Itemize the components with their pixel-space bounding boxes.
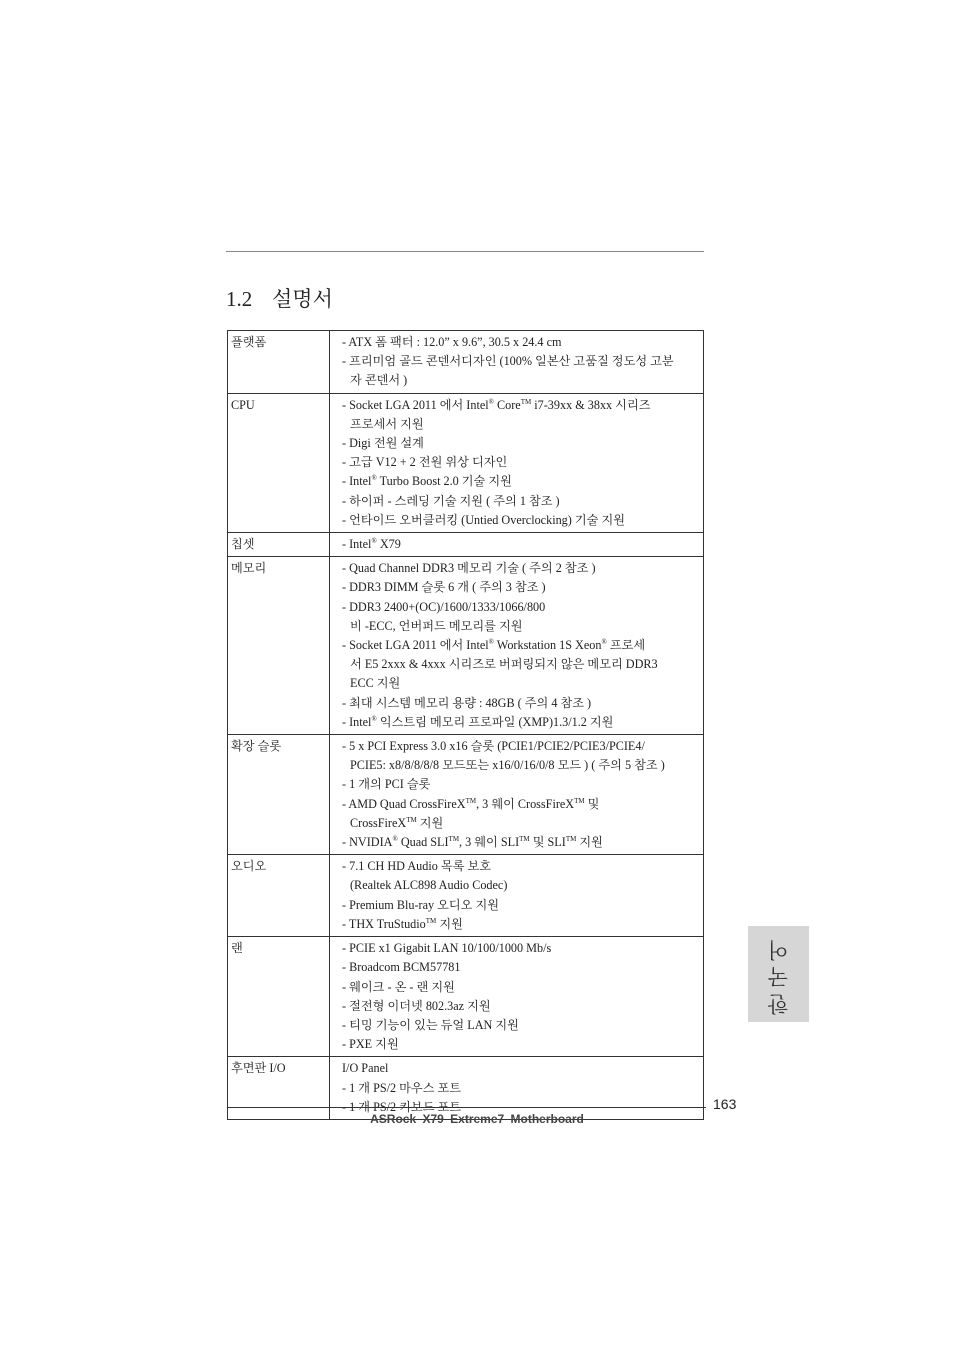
spec-line: - Intel® Turbo Boost 2.0 기술 지원	[342, 474, 512, 489]
spec-line: PCIE5: x8/8/8/8/8 모드또는 x16/0/16/0/8 모드 ) ( 주의 5 참조 )	[350, 758, 665, 773]
spec-line: (Realtek ALC898 Audio Codec)	[350, 878, 508, 893]
spec-row	[228, 557, 704, 735]
spec-content	[330, 1057, 704, 1120]
section-number: 1.2	[226, 287, 253, 311]
spec-label: 랜	[228, 937, 330, 1057]
spec-line: - PXE 지원	[342, 1037, 399, 1052]
spec-table-body	[228, 331, 704, 1120]
spec-line: - ATX 폼 팩터 : 12.0” x 9.6”, 30.5 x 24.4 cm	[342, 335, 562, 349]
spec-row	[228, 937, 704, 1057]
spec-label: 확장 슬롯	[228, 735, 330, 855]
spec-line: - Digi 전원 설계	[342, 436, 424, 451]
spec-line: - DDR3 DIMM 슬롯 6 개 ( 주의 3 참조 )	[342, 580, 546, 595]
spec-label: 메모리	[228, 557, 330, 735]
spec-line: - Socket LGA 2011 에서 Intel® Workstation 1S Xeon® 프로세	[342, 638, 646, 653]
spec-line: - PCIE x1 Gigabit LAN 10/100/1000 Mb/s	[342, 941, 552, 956]
spec-line: 서 E5 2xxx & 4xxx 시리즈로 버퍼링되지 않은 메모리 DDR3	[350, 657, 658, 672]
spec-content	[330, 533, 704, 557]
spec-row	[228, 393, 704, 532]
spec-line: - Intel® X79	[342, 537, 401, 552]
spec-line: - DDR3 2400+(OC)/1600/1333/1066/800	[342, 599, 546, 614]
spec-line: - 절전형 이더넷 802.3az 지원	[342, 998, 491, 1013]
spec-line: - 1 개 PS/2 마우스 포트	[342, 1080, 462, 1095]
section-title: 설명서	[272, 287, 333, 311]
spec-line: - AMD Quad CrossFireX™, 3 웨이 CrossFireX™ 및	[342, 796, 600, 811]
spec-row	[228, 855, 704, 937]
spec-line: - 프리미엄 골드 콘덴서디자인 (100% 일본산 고품질 정도성 고분	[342, 354, 674, 369]
spec-line: - Intel® 익스트림 메모리 프로파일 (XMP)1.3/1.2 지원	[342, 714, 614, 729]
language-tab-label: 한국어	[766, 933, 791, 1015]
spec-content	[330, 557, 704, 735]
spec-line: 비 -ECC, 언버퍼드 메모리를 지원	[350, 618, 523, 633]
spec-line: 프로세서 지원	[350, 416, 424, 431]
spec-content	[330, 937, 704, 1057]
spec-line: - 고급 V12 + 2 전원 위상 디자인	[342, 455, 508, 470]
spec-content	[330, 735, 704, 855]
spec-line: - THX TruStudio™ 지원	[342, 916, 463, 931]
spec-line: - 최대 시스템 메모리 용량 : 48GB ( 주의 4 참조 )	[342, 695, 592, 710]
spec-label: 플랫폼	[228, 331, 330, 394]
spec-line: - 7.1 CH HD Audio 목록 보호	[342, 859, 491, 874]
spec-content	[330, 855, 704, 937]
spec-label: 후면판 I/O	[228, 1057, 330, 1120]
language-tab	[748, 926, 809, 1022]
top-rule	[226, 251, 704, 252]
spec-content	[330, 393, 704, 532]
section-heading	[226, 283, 333, 313]
spec-line: - Quad Channel DDR3 메모리 기술 ( 주의 2 참조 )	[342, 561, 596, 576]
spec-row	[228, 533, 704, 557]
spec-line: CrossFireX™ 지원	[350, 815, 444, 830]
spec-line: ECC 지원	[350, 676, 401, 691]
footer-rule	[227, 1107, 706, 1108]
spec-line: - Socket LGA 2011 에서 Intel® Core™ i7-39xx & 38xx 시리즈	[342, 397, 651, 412]
spec-row	[228, 331, 704, 394]
spec-line: - Broadcom BCM57781	[342, 960, 461, 975]
spec-line: - 5 x PCI Express 3.0 x16 슬롯 (PCIE1/PCIE2/PCIE3/PCIE4/	[342, 739, 645, 754]
spec-table	[227, 330, 704, 1120]
spec-line: - NVIDIA® Quad SLI™, 3 웨이 SLI™ 및 SLI™ 지원	[342, 835, 603, 850]
spec-line: I/O Panel	[342, 1061, 389, 1076]
spec-line: - 1 개 PS/2 키보드 포트	[342, 1099, 462, 1114]
spec-line: - 웨이크 - 온 - 랜 지원	[342, 979, 455, 994]
spec-label: 오디오	[228, 855, 330, 937]
spec-line: - 1 개의 PCI 슬롯	[342, 777, 431, 792]
spec-line: - 하이퍼 - 스레딩 기술 지원 ( 주의 1 참조 )	[342, 493, 560, 508]
spec-line: 자 콘덴서 )	[350, 373, 408, 388]
spec-row	[228, 1057, 704, 1120]
spec-line: - Premium Blu-ray 오디오 지원	[342, 897, 500, 912]
page-number: 163	[713, 1096, 737, 1112]
spec-row	[228, 735, 704, 855]
footer-title: ASRock X79 Extreme7 Motherboard	[370, 1112, 584, 1126]
spec-content	[330, 331, 704, 394]
spec-line: - 티밍 기능이 있는 듀얼 LAN 지원	[342, 1017, 519, 1032]
spec-label: CPU	[228, 393, 330, 532]
spec-label: 칩셋	[228, 533, 330, 557]
spec-line: - 언타이드 오버클러킹 (Untied Overclocking) 기술 지원	[342, 512, 626, 527]
